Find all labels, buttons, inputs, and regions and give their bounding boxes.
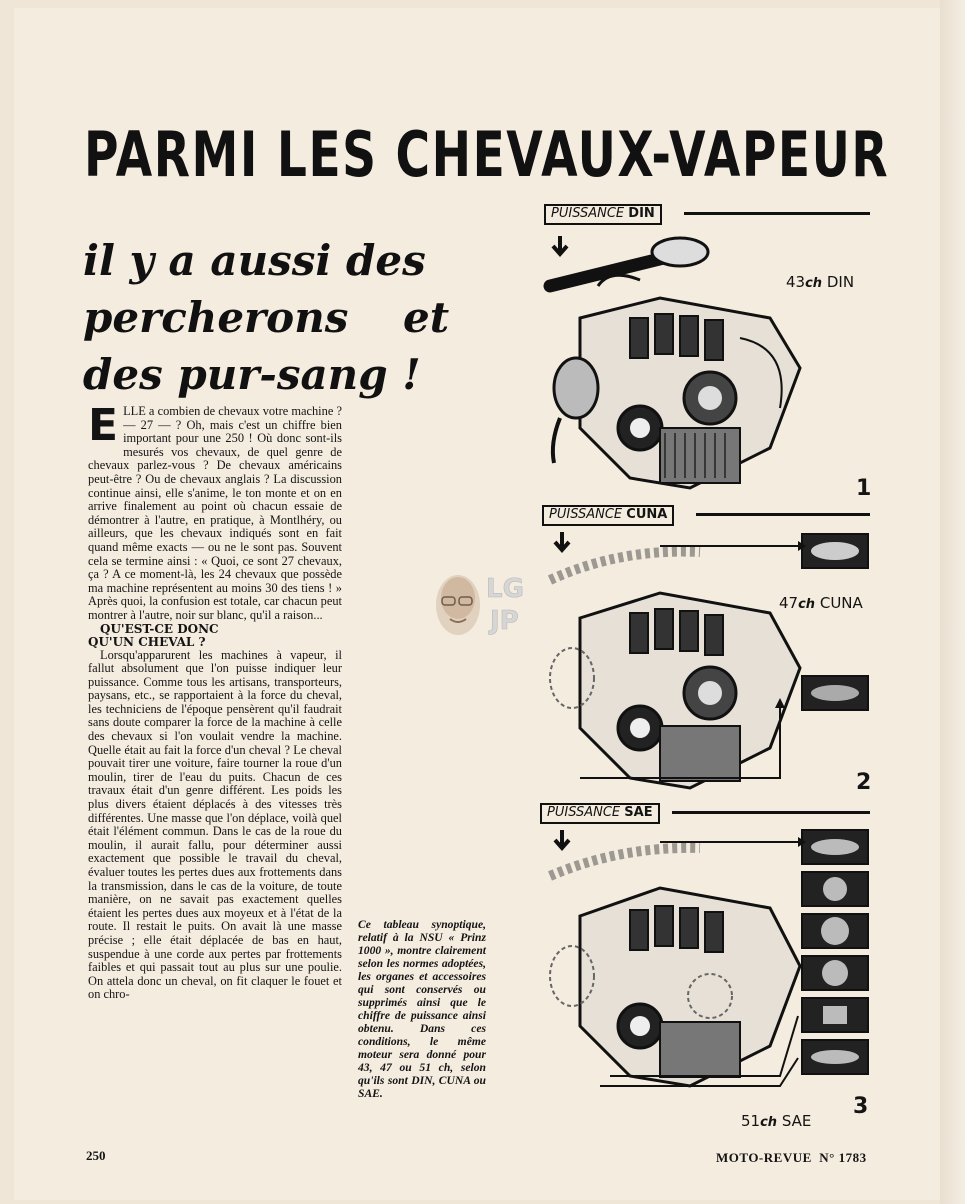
magazine-name: MOTO-REVUE [716, 1150, 812, 1165]
subtitle [83, 232, 473, 403]
watermark-logo [428, 563, 540, 645]
svg-text:LG: LG [486, 574, 524, 604]
power-sae-unit: ch [760, 1115, 778, 1130]
rule-cuna [696, 513, 870, 516]
label-cuna-prefix: PUISSANCE [549, 507, 623, 522]
power-din-norm: DIN [826, 273, 855, 291]
page-edge [940, 0, 965, 1204]
power-sae-norm: SAE [781, 1112, 812, 1130]
rule-din [684, 212, 870, 215]
subtitle-line-1: il y a aussi des [83, 236, 426, 285]
svg-text:JP: JP [490, 606, 519, 636]
label-sae [540, 803, 660, 824]
subtitle-line-2: percherons et [83, 293, 450, 342]
issue-prefix: N° [819, 1150, 835, 1165]
magazine-footer [716, 1150, 867, 1166]
article-body [88, 400, 342, 1002]
panel-number-1: 1 [856, 476, 872, 501]
figure-caption: Ce tableau synoptique, relatif à la NSU « Prinz 1000 », montre clairement selon les normes adoptées, les organes et accessoires qui sont conservés ou supprimés ainsi que le chiffre de puissance ainsi obtenu. Dans ces conditions, le même moteur sera donné pour 43, 47 ou 51 ch, selon qu'ils sont DIN, CUNA ou SAE. [358, 918, 486, 1100]
panel-number-2: 2 [856, 770, 872, 795]
page-title: PARMI LES CHEVAUX-VAPEUR [84, 118, 890, 191]
section-heading-line-2: QU'UN CHEVAL ? [88, 634, 206, 649]
second-paragraph: Lorsqu'apparurent les machines à vapeur, il fallut absolument que l'on puisse indiquer leur puissance. Comme tous les artisans, transporteurs, paysans, etc., se rapportaient à la force du cheval, les techniciens de l'époque pensèrent qu'il faudrait sans doute comparer la force de la machine à celle des chevaux si l'on voulait vendre la machine. Quelle était au fait la force d'un cheval ? Le cheval pouvait tirer une voiture, faire tourner la roue d'un moulin, tirer de l'eau du puits. Chacun de ces travaux était d'un genre différent. Les poids les plus divers étaient déplacés à des vitesses très différentes. Une masse que l'on déplace, voilà quel était l'élément commun. Dans le cas de la roue du moulin, il aurait fallu, pour déterminer aussi exactement que possible le travail du cheval, évaluer toutes les pertes dues aux frottements dans la transmission, dans le cas de la voiture, de toute manière, on ne savait pas exactement quelles étaient les pertes dues aux moyeux et à l'état de la route. Il restait le puits. On avait là une masse précise ; elle était déplacée de bas en haut, suspendue à une corde aux pertes par frottements faibles et qui passait tout au plus sur une poulie. On attela donc un cheval, on fit claquer le fouet et on chro- [88, 647, 342, 1002]
engine-illustration-sae [540, 826, 870, 1106]
label-din [544, 204, 662, 225]
power-din-unit: ch [805, 276, 823, 291]
intro-text: LLE a combien de chevaux votre machine ? — 27 — ? Oh, mais c'est un chiffre bien important pour une 250 ! Où donc sont-ils mesurés vos chevaux, de quel genre de chevaux parlez-vous ? De chevaux américains peut-être ? Ou de chevaux anglais ? La discussion continue ainsi, elle s'anime, le ton monte et on en arrive finalement au point où chacun essaie de démontrer à l'autre, en pratique, à Montlhéry, ou ailleurs, que les chevaux indiqués sont en fait quand même exacts — ou ne le sont pas. Souvent cela se termine ainsi : « Quoi, ce sont 27 chevaux, ça ? A ce moment-là, les 24 chevaux que possède ma machine représentent au moins 30 des tiens ! » Après quoi, la confusion est totale, car chacun peut montrer à l'autre, noir sur blanc, qu'il a raison... [88, 404, 342, 622]
power-cuna [779, 594, 863, 612]
engine-illustration-din [540, 228, 823, 498]
power-din [786, 273, 854, 291]
label-sae-prefix: PUISSANCE [547, 805, 621, 820]
label-din-prefix: PUISSANCE [551, 206, 625, 221]
power-sae [741, 1112, 811, 1130]
power-cuna-value: 47 [779, 594, 799, 612]
panel-number-3: 3 [853, 1094, 869, 1119]
section-heading-line-1: QU'EST-CE DONC [100, 621, 219, 636]
label-sae-norm: SAE [624, 805, 653, 820]
page-number: 250 [86, 1148, 106, 1163]
issue-number: 1783 [838, 1150, 867, 1165]
power-sae-value: 51 [741, 1112, 761, 1130]
label-din-norm: DIN [628, 206, 655, 221]
rule-sae [672, 811, 870, 814]
power-din-value: 43 [786, 273, 806, 291]
engine-illustration-cuna [540, 528, 870, 798]
intro-paragraph [88, 400, 342, 623]
power-cuna-norm: CUNA [819, 594, 863, 612]
label-cuna-norm: CUNA [626, 507, 668, 522]
subtitle-line-3: des pur-sang ! [83, 350, 421, 399]
label-cuna [542, 505, 674, 526]
drop-cap: E [88, 400, 119, 451]
power-cuna-unit: ch [798, 597, 816, 612]
section-heading [88, 623, 342, 649]
